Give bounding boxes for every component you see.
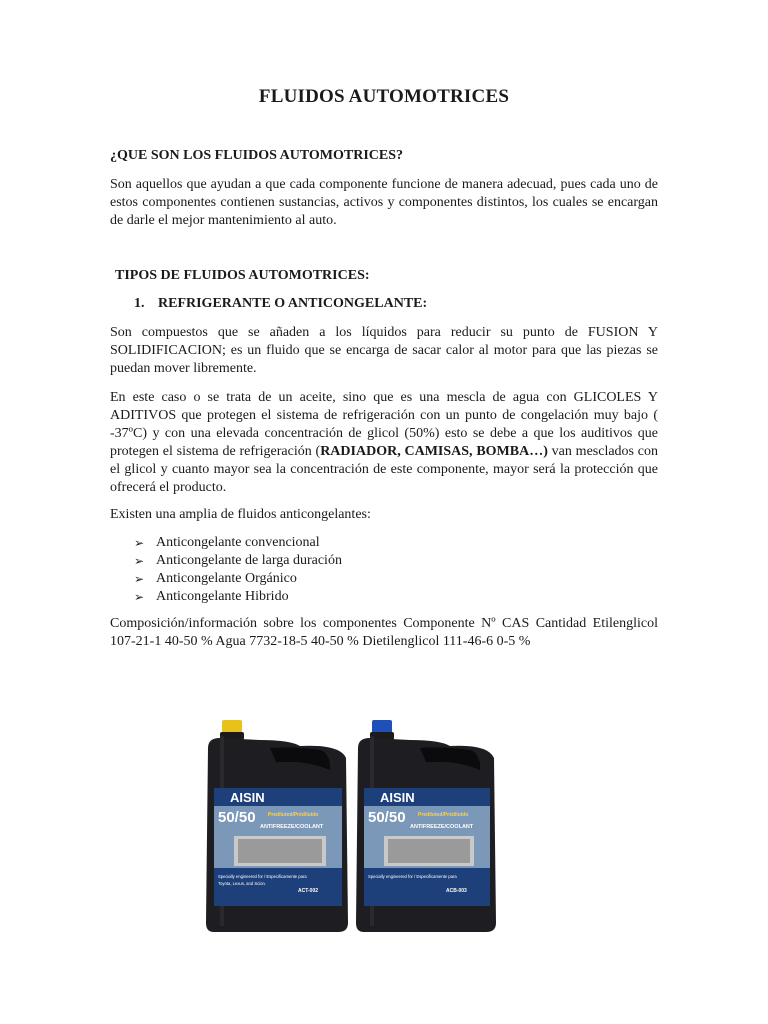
coolant-left: ANTIFREEZE/COOLANT (260, 824, 324, 830)
coolant-right: ANTIFREEZE/COOLANT (410, 824, 474, 830)
question-heading: ¿QUE SON LOS FLUIDOS AUTOMOTRICES? (110, 148, 404, 163)
list-item (134, 552, 342, 570)
arrow-bullet-icon: ➢ (134, 554, 145, 568)
list-item-label: Anticongelante Hibrido (156, 589, 289, 604)
antifreeze-types-list (134, 534, 342, 606)
engineered-right: Specially engineered for / Especificamente para (368, 874, 457, 879)
list-item (134, 534, 342, 552)
section-1-title: REFRIGERANTE O ANTICONGELANTE: (158, 296, 428, 311)
code-left: ACT-002 (298, 888, 319, 894)
refrigerant-paragraph: Son compuestos que se añaden a los líquidos para reducir su punto de FUSION Y SOLIDIFICACION; es un fluido que se encarga de sacar calor al motor para que las piezas se puedan mover libremente. (110, 325, 658, 376)
code-right: ACB-003 (446, 888, 467, 894)
document-title: FLUIDOS AUTOMOTRICES (258, 86, 510, 107)
arrow-bullet-icon: ➢ (134, 590, 145, 604)
arrow-bullet-icon: ➢ (134, 572, 145, 586)
components-paragraph: Composición/información sobre los componentes Componente Nº CAS Cantidad Etilenglicol 107-21-1 40-50 % Agua 7732-18-5 40-50 % Dietilenglicol 111-46-6 0-5 % (110, 616, 658, 649)
ratio-left: 50/50 (218, 809, 256, 826)
antifreeze-jugs-image (200, 718, 530, 936)
list-item (134, 570, 342, 588)
section-1-number: 1. (134, 296, 145, 311)
prediluted-right: Prediluted/Prédiluido (418, 812, 469, 818)
ratio-right: 50/50 (368, 809, 406, 826)
engineered-left: Specially engineered for / Especificamente para (218, 874, 307, 879)
types-heading: TIPOS DE FLUIDOS AUTOMOTRICES: (115, 268, 370, 283)
composition-paragraph (110, 389, 658, 497)
composition-bold-text: RADIADOR, CAMISAS, BOMBA…) (320, 444, 548, 459)
brand-left: AISIN (230, 790, 265, 805)
list-item (134, 588, 342, 606)
intro-paragraph: Son aquellos que ayudan a que cada componente funcione de manera adecuad, pues cada uno de estos componentes contienen sustancias, activos y componentes distintos, los cuales se encargan de darle el mejor mantenimiento al auto. (110, 177, 658, 228)
list-item-label: Anticongelante Orgánico (156, 571, 297, 586)
prediluted-left: Prediluted/Prédiluido (268, 812, 319, 818)
types-intro-paragraph: Existen una amplia de fluidos anticongelantes: (110, 507, 371, 522)
composition-text-b: van mesclados con el glicol y cuanto mayor sea la concentración de este componente, mayor será la protección que ofrecerá el producto. (110, 444, 658, 495)
brand-right: AISIN (380, 790, 415, 805)
list-item-label: Anticongelante de larga duración (156, 553, 342, 568)
list-item-label: Anticongelante convencional (156, 535, 320, 550)
section-1-heading (134, 296, 427, 312)
brands-left: Toyota, Lexus, and Scion. (218, 881, 266, 886)
arrow-bullet-icon: ➢ (134, 536, 145, 550)
composition-text-a: En este caso o se trata de un aceite, sino que es una mescla de agua con GLICOLES Y ADITIVOS que protegen el sistema de refrigeración con un punto de congelación muy bajo ( -37ºC) y con una elevada concentración de glicol (50%) esto se debe a que los auditivos que protegen el sistema de refrigeración ( (110, 390, 658, 459)
antifreeze-jug-right (356, 720, 496, 932)
antifreeze-jug-left (206, 720, 348, 932)
